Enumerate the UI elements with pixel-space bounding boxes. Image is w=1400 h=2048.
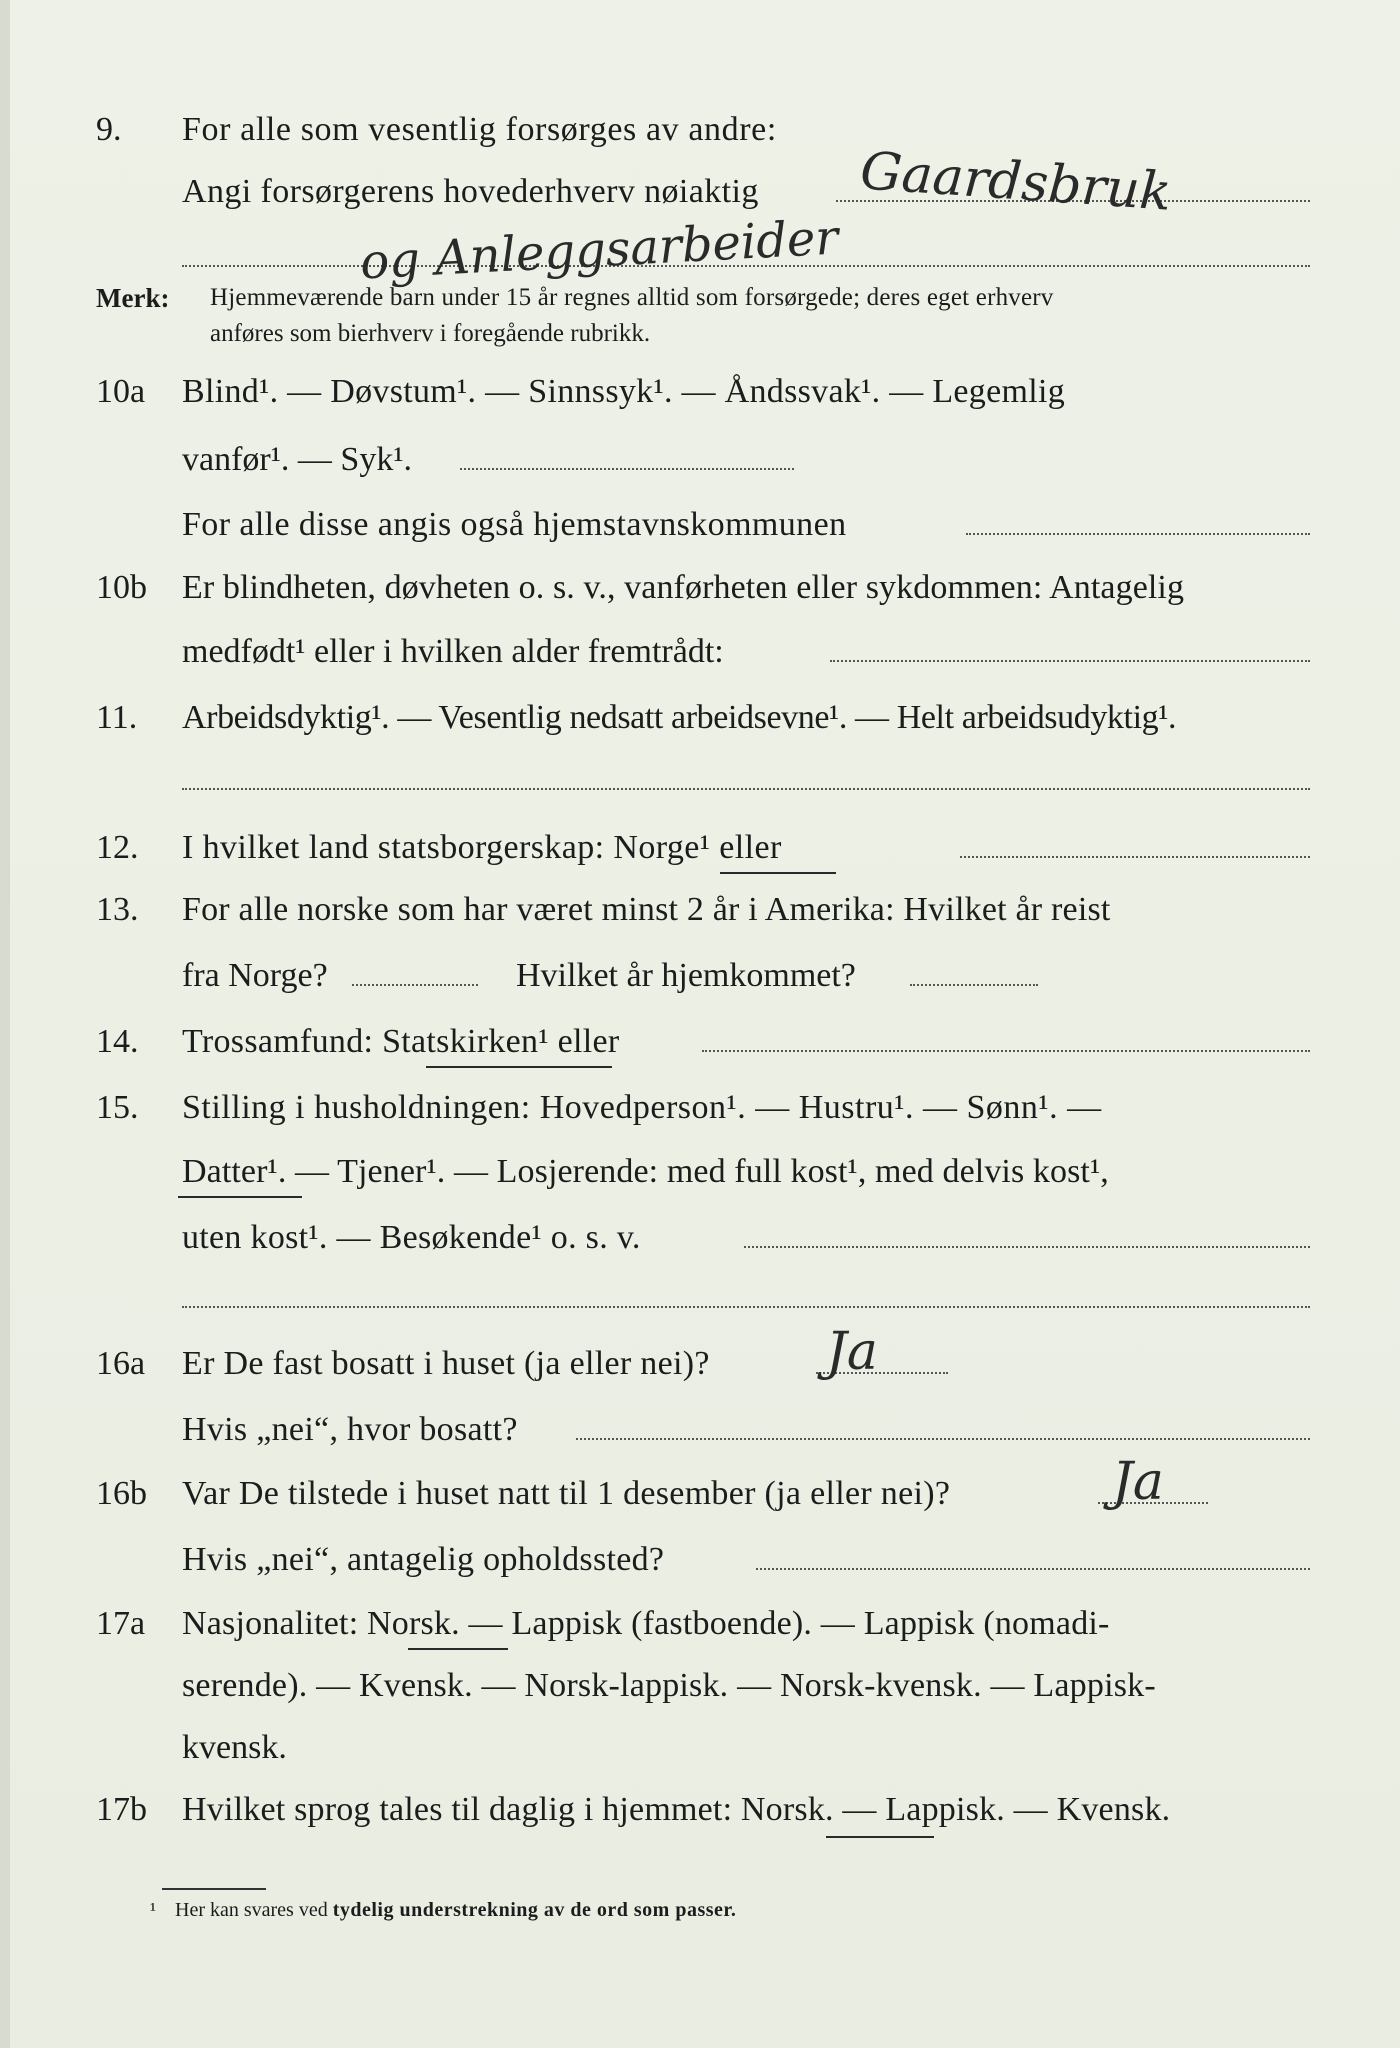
q17b-number: 17b [96, 1791, 147, 1828]
q13-line2b: Hvilket år hjemkommet? [516, 957, 856, 994]
q16b-number: 16b [96, 1475, 147, 1512]
footnote-text-b: tydelig understrekning av de ord som passer. [332, 1899, 737, 1921]
q10b-answer-line [830, 660, 1310, 662]
q10a-answer-line [460, 468, 794, 470]
merk-line1: Hjemmeværende barn under 15 år regnes alltid som forsørgede; deres eget erhverv [210, 284, 1054, 311]
q16b-line1: Var De tilstede i huset natt til 1 desember (ja eller nei)? [182, 1475, 951, 1512]
q14-line1: Trossamfund: Statskirken¹ eller [182, 1023, 620, 1060]
q17a-line2: serende). — Kvensk. — Norsk-lappisk. — Norsk-kvensk. — Lappisk- [182, 1667, 1156, 1704]
q13-number: 13. [96, 891, 139, 928]
q16a-number: 16a [96, 1345, 146, 1382]
q9-line1: For alle som vesentlig forsørges av andre: [182, 111, 777, 148]
q16a-bosatt-line [576, 1438, 1310, 1440]
q12-number: 12. [96, 829, 139, 866]
q9-handwritten-1: Gaardsbruk [858, 141, 1174, 223]
q15-answer-line1 [744, 1246, 1310, 1248]
q12-underline-norge [720, 872, 836, 874]
q13-hjemkommet-line [910, 984, 1038, 986]
merk-label: Merk: [96, 283, 170, 313]
q9-line2: Angi forsørgerens hovederhverv nøiaktig [182, 173, 759, 210]
q17b-underline-norsk [826, 1836, 934, 1838]
q12-answer-line [960, 856, 1310, 858]
footnote-text-a: Her kan svares ved [175, 1899, 328, 1921]
q16b-line2: Hvis „nei“, antagelig opholdssted? [182, 1541, 665, 1578]
q15-answer-line2 [182, 1306, 1310, 1308]
q16b-opholdssted-line [756, 1568, 1310, 1570]
q16a-handwritten: Ja [826, 1322, 878, 1382]
q12-line1: I hvilket land statsborgerskap: Norge¹ eller [182, 829, 782, 866]
q15-line2: Datter¹. — Tjener¹. — Losjerende: med full kost¹, med delvis kost¹, [182, 1153, 1109, 1190]
q15-line1: Stilling i husholdningen: Hovedperson¹. — Hustru¹. — Sønn¹. — [182, 1089, 1102, 1126]
q16a-line1: Er De fast bosatt i huset (ja eller nei)? [182, 1345, 710, 1382]
q10a-line1: Blind¹. — Døvstum¹. — Sinnssyk¹. — Åndssvak¹. — Legemlig [182, 373, 1066, 410]
q10a-hjemstavn-line [966, 533, 1310, 535]
footnote [150, 1896, 736, 1924]
q15-line3: uten kost¹. — Besøkende¹ o. s. v. [182, 1219, 641, 1256]
q17a-underline-norsk [408, 1648, 508, 1650]
q13-reist-line [352, 984, 478, 986]
q16a-line2: Hvis „nei“, hvor bosatt? [182, 1411, 518, 1448]
q10b-line2: medfødt¹ eller i hvilken alder fremtrådt: [182, 633, 724, 670]
merk-line2: anføres som bierhverv i foregående rubrikk. [210, 320, 651, 347]
q9-number: 9. [96, 111, 122, 148]
q13-line2a: fra Norge? [182, 957, 328, 994]
q10b-line1: Er blindheten, døvheten o. s. v., vanførheten eller sykdommen: Antagelig [182, 569, 1185, 606]
q14-answer-line [702, 1050, 1310, 1052]
q17b-line1: Hvilket sprog tales til daglig i hjemmet: Norsk. — Lappisk. — Kvensk. [182, 1791, 1171, 1828]
q15-number: 15. [96, 1089, 139, 1126]
q11-answer-line [182, 788, 1310, 790]
q15-underline-datter [178, 1196, 302, 1198]
q10a-line3: For alle disse angis også hjemstavnskommunen [182, 506, 847, 543]
q17a-line3: kvensk. [182, 1729, 287, 1766]
q10b-number: 10b [96, 569, 147, 606]
q10a-number: 10a [96, 373, 146, 410]
q16b-handwritten: Ja [1112, 1452, 1164, 1512]
q11-line1: Arbeidsdyktig¹. — Vesentlig nedsatt arbeidsevne¹. — Helt arbeidsudyktig¹. [182, 699, 1177, 736]
footnote-mark: ¹ [150, 1899, 156, 1921]
q17a-line1: Nasjonalitet: Norsk. — Lappisk (fastboende). — Lappisk (nomadi- [182, 1605, 1110, 1642]
q10a-line2: vanfør¹. — Syk¹. [182, 441, 413, 478]
q9-handwritten-2: og Anleggsarbeider [358, 209, 840, 291]
q11-number: 11. [96, 699, 138, 736]
footnote-rule [162, 1888, 266, 1890]
q14-number: 14. [96, 1023, 139, 1060]
q14-underline-statskirken [426, 1066, 612, 1068]
q17a-number: 17a [96, 1605, 146, 1642]
page-edge [0, 0, 10, 2048]
q13-line1: For alle norske som har været minst 2 år i Amerika: Hvilket år reist [182, 891, 1111, 928]
